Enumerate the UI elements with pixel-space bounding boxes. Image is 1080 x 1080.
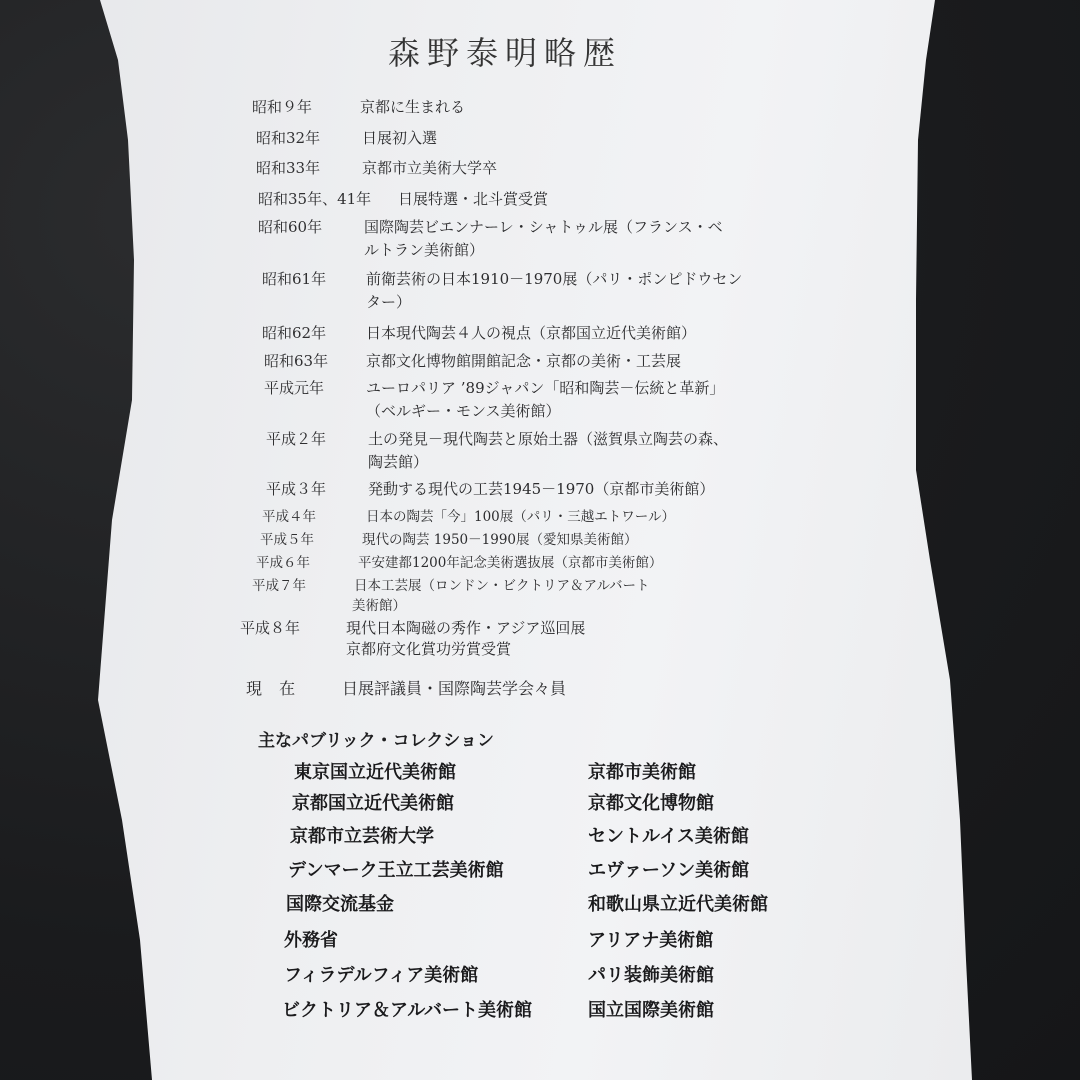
history-year: 平成３年 [266, 480, 327, 498]
history-event: 土の発見－現代陶芸と原始土器（滋賀県立陶芸の森、 [368, 430, 729, 448]
history-event-cont: 京都府文化賞功労賞受賞 [346, 640, 512, 658]
collection-item: ビクトリア＆アルバート美術館 [282, 1000, 533, 1021]
collection-item: 京都市美術館 [588, 762, 696, 783]
collection-item: 京都国立近代美術館 [292, 793, 454, 814]
history-year: 昭和35年、41年 [258, 190, 372, 208]
collection-item: 国立国際美術館 [588, 1000, 714, 1021]
history-year: 平成５年 [260, 532, 314, 548]
history-event: 現代の陶芸 1950－1990展（愛知県美術館） [362, 532, 638, 548]
history-event: 日本現代陶芸４人の視点（京都国立近代美術館） [366, 324, 697, 342]
collection-item: セントルイス美術館 [588, 826, 749, 847]
history-event: 発動する現代の工芸1945－1970（京都市美術館） [368, 480, 715, 498]
collection-item: フィラデルフィア美術館 [284, 965, 479, 986]
history-event-cont: ルトラン美術館） [364, 241, 485, 259]
history-event-cont: 陶芸館） [368, 453, 429, 471]
collection-item: パリ装飾美術館 [588, 965, 714, 986]
collection-item: 和歌山県立近代美術館 [588, 894, 768, 915]
history-year: 平成７年 [252, 578, 306, 594]
history-year: 昭和61年 [262, 270, 327, 288]
history-event-cont: （ベルギー・モンス美術館） [366, 402, 561, 420]
collections-heading: 主なパブリック・コレクション [258, 731, 494, 751]
history-year: 昭和63年 [264, 352, 329, 370]
history-event: ユーロパリア ’89ジャパン「昭和陶芸－伝統と革新」 [366, 379, 725, 397]
history-event: 現代日本陶磁の秀作・アジア巡回展 [346, 619, 586, 637]
collection-item: デンマーク王立工芸美術館 [288, 860, 504, 881]
history-event: 京都文化博物館開館記念・京都の美術・工芸展 [366, 352, 682, 370]
history-event-cont: 美術館） [352, 598, 406, 614]
collection-item: エヴァーソン美術館 [588, 860, 750, 881]
collection-item: アリアナ美術館 [588, 930, 714, 951]
history-event: 日展初入選 [362, 129, 438, 147]
collection-item: 国際交流基金 [286, 894, 394, 915]
history-year: 平成８年 [240, 619, 301, 637]
history-event: 前衛芸術の日本1910－1970展（パリ・ポンピドウセン [366, 270, 743, 288]
history-year: 昭和32年 [256, 129, 321, 147]
history-event: 日展特選・北斗賞受賞 [398, 190, 549, 208]
history-year: 平成元年 [264, 379, 325, 397]
history-year: 昭和33年 [256, 159, 321, 177]
collection-item: 東京国立近代美術館 [294, 762, 456, 783]
history-year: 平成２年 [266, 430, 327, 448]
history-year: 昭和９年 [252, 98, 313, 116]
collection-item: 京都文化博物館 [588, 793, 714, 814]
history-year: 平成４年 [262, 509, 316, 525]
history-event-cont: ター） [366, 293, 412, 311]
document-title: 森野泰明略歴 [388, 34, 623, 72]
history-year: 平成６年 [256, 555, 310, 571]
history-event: 日本の陶芸「今」100展（パリ・三越エトワール） [366, 509, 675, 525]
history-event: 京都に生まれる [360, 98, 466, 116]
history-event: 京都市立美術大学卒 [362, 159, 498, 177]
history-event: 日本工芸展（ロンドン・ビクトリア＆アルバート [354, 578, 650, 594]
history-year: 昭和62年 [262, 324, 327, 342]
history-year: 昭和60年 [258, 218, 323, 236]
history-event: 平安建都1200年記念美術選抜展（京都市美術館） [358, 555, 663, 571]
collection-item: 外務省 [284, 930, 338, 951]
history-event: 国際陶芸ビエンナーレ・シャトゥル展（フランス・ベ [364, 218, 723, 236]
current-label: 現 在 [246, 679, 302, 698]
current-positions: 日展評議員・国際陶芸学会々員 [342, 679, 567, 698]
collection-item: 京都市立芸術大学 [290, 826, 434, 847]
